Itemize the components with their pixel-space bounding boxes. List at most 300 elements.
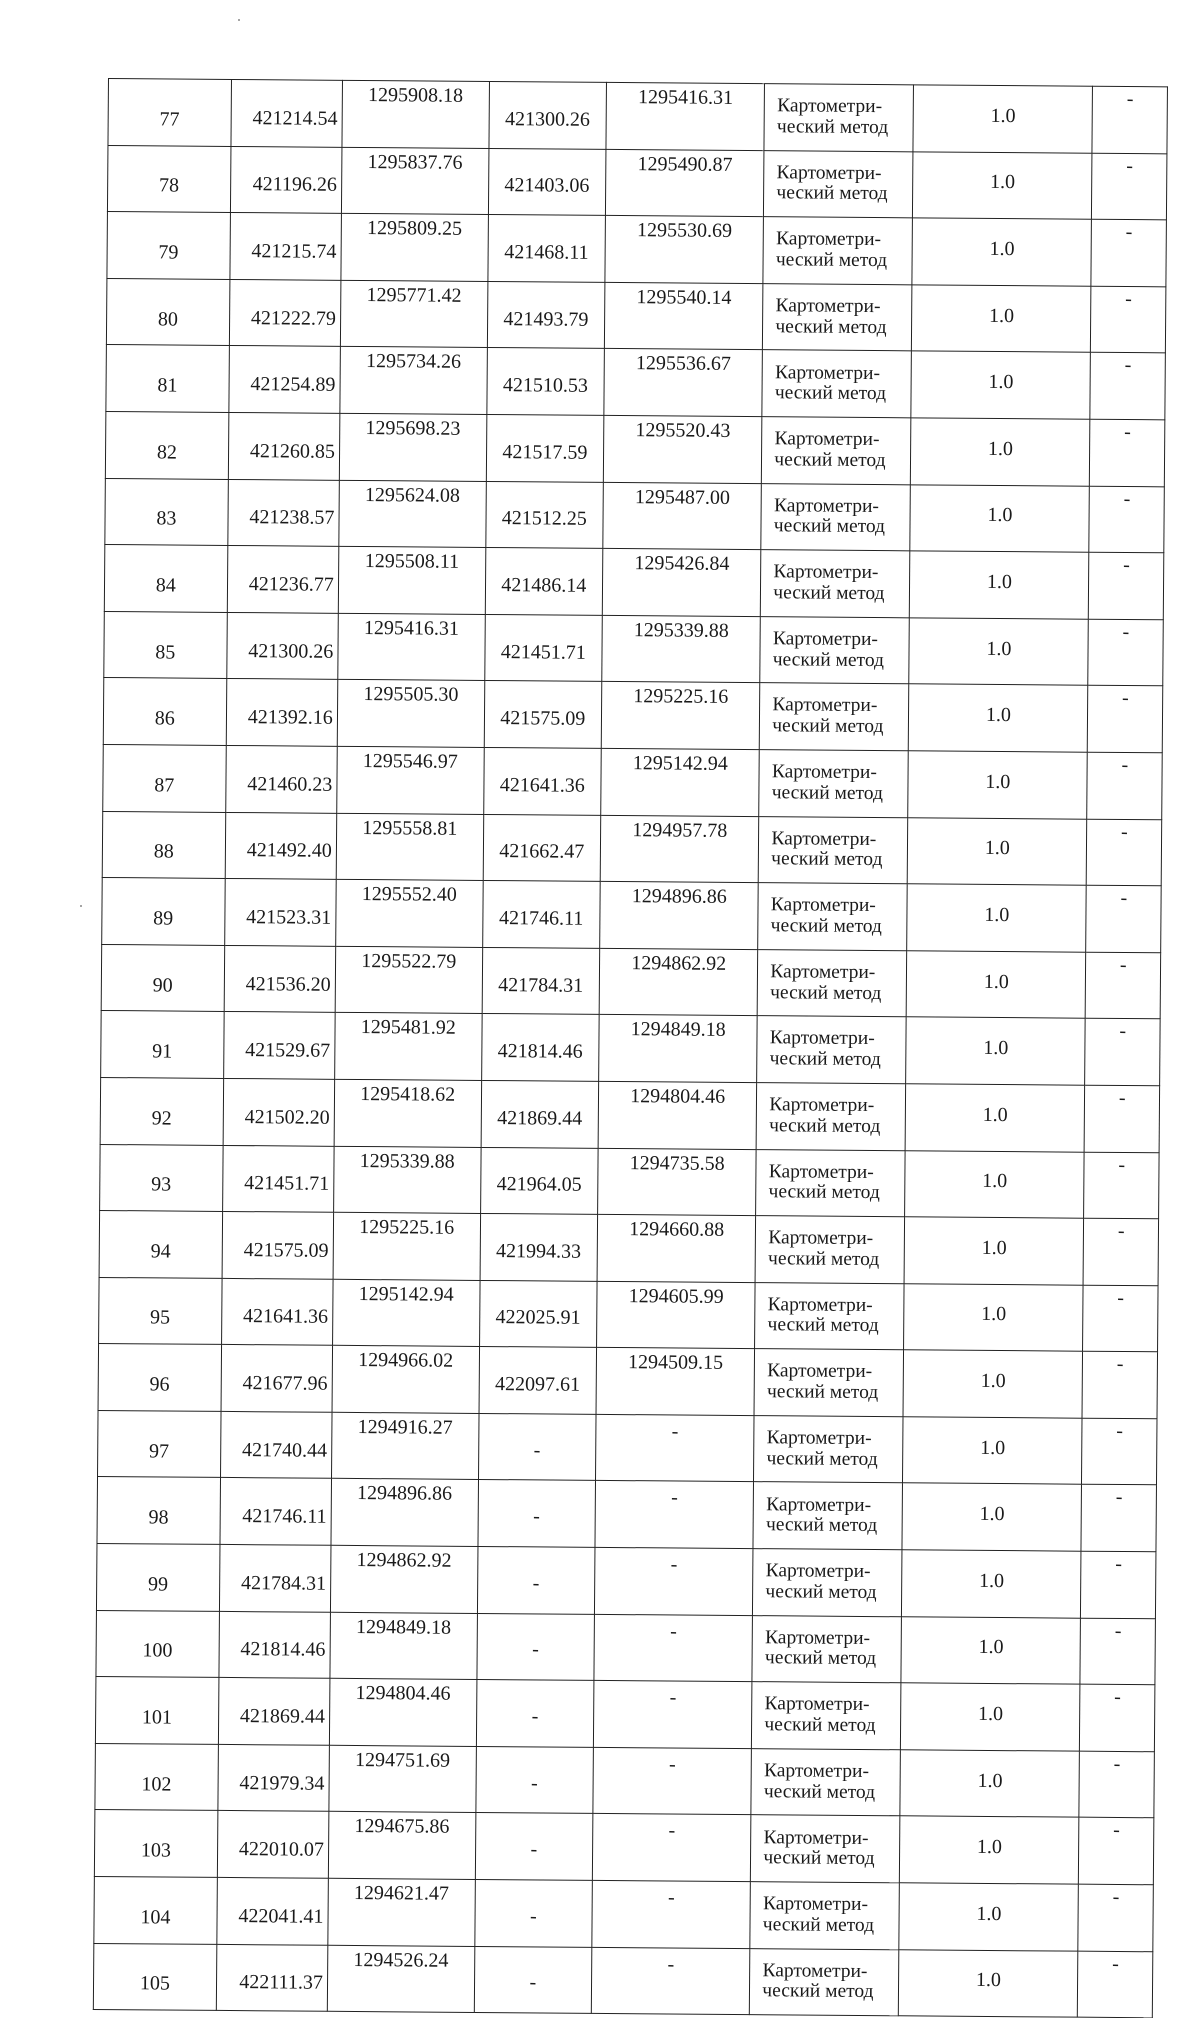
x-coordinate-cell: 421746.11	[220, 1478, 332, 1545]
method-cell	[753, 1482, 902, 1550]
method-label-line2: ческий метод	[767, 1248, 880, 1270]
y-coordinate-cell: 1294804.46	[329, 1679, 476, 1747]
x-coordinate-2-cell: -	[478, 1413, 596, 1481]
table-row	[106, 345, 1165, 420]
method-label-line2: ческий метод	[766, 1381, 879, 1404]
note-cell: -	[1086, 885, 1161, 952]
note-cell: -	[1078, 1951, 1153, 2018]
point-number-cell: 97	[98, 1410, 221, 1478]
method-label-line1: Картометри-	[773, 494, 880, 517]
x-coordinate-2-cell: 421510.53	[486, 348, 604, 416]
method-label-line1: Картометри-	[768, 1227, 874, 1250]
x-coordinate-cell: 421196.26	[230, 146, 342, 213]
point-number-cell: 92	[100, 1077, 223, 1145]
note-cell: -	[1080, 1684, 1155, 1751]
x-coordinate-cell: 422010.07	[217, 1811, 329, 1878]
y-coordinate-cell: 1294621.47	[328, 1878, 475, 1946]
note-cell: -	[1089, 552, 1164, 619]
x-coordinate-2-cell: -	[476, 1680, 594, 1748]
x-coordinate-cell: 421392.16	[226, 679, 338, 746]
x-coordinate-2-cell: 421300.26	[489, 81, 607, 149]
point-number-cell: 100	[96, 1610, 219, 1678]
method-label-line1: Картометри-	[769, 1027, 875, 1050]
method-cell	[761, 550, 910, 618]
note-cell: -	[1082, 1351, 1157, 1418]
accuracy-cell: 1.0	[904, 1217, 1084, 1285]
x-coordinate-2-cell: 421869.44	[481, 1080, 599, 1148]
method-label-line1: Картометри-	[767, 1360, 873, 1383]
accuracy-cell: 1.0	[907, 817, 1087, 885]
x-coordinate-cell: 421502.20	[223, 1078, 335, 1145]
table-row	[102, 878, 1161, 953]
accuracy-cell: 1.0	[911, 351, 1091, 419]
scan-speck	[238, 19, 240, 21]
y-coordinate-2-cell: -	[595, 1481, 754, 1549]
method-label-line2: ческий метод	[770, 915, 882, 938]
method-cell	[750, 1948, 899, 2016]
accuracy-cell: 1.0	[905, 1084, 1085, 1152]
method-cell	[755, 1282, 904, 1350]
table-row	[105, 411, 1164, 486]
accuracy-cell: 1.0	[908, 751, 1088, 819]
x-coordinate-2-cell: -	[474, 1946, 592, 2014]
method-cell	[763, 283, 912, 351]
x-coordinate-2-cell: 421468.11	[488, 215, 606, 283]
method-label-line2: ческий метод	[776, 116, 889, 138]
y-coordinate-cell: 1295418.62	[334, 1079, 481, 1147]
x-coordinate-cell: 421575.09	[222, 1212, 334, 1279]
method-label-line2: ческий метод	[762, 1914, 875, 1936]
note-cell: -	[1089, 486, 1164, 553]
x-coordinate-2-cell: 421486.14	[485, 548, 603, 616]
x-coordinate-2-cell: -	[475, 1746, 593, 1814]
method-label-line1: Картометри-	[769, 1094, 875, 1117]
method-label-line2: ческий метод	[763, 1780, 876, 1803]
y-coordinate-cell: 1295734.26	[340, 347, 487, 415]
y-coordinate-2-cell: 1295416.31	[606, 82, 765, 150]
method-label-line1: Картометри-	[770, 894, 876, 917]
x-coordinate-cell: 421523.31	[224, 879, 336, 946]
point-number-cell: 105	[93, 1943, 216, 2011]
y-coordinate-2-cell: -	[593, 1747, 752, 1815]
point-number-cell: 88	[102, 811, 225, 879]
y-coordinate-2-cell: -	[591, 1947, 750, 2015]
point-number-cell: 78	[107, 145, 230, 213]
point-number-cell: 85	[104, 611, 227, 679]
method-label-line1: Картометри-	[774, 361, 881, 384]
x-coordinate-cell: 421784.31	[219, 1544, 331, 1611]
x-coordinate-2-cell: 421517.59	[486, 414, 604, 482]
method-cell	[764, 150, 913, 218]
table-row	[107, 145, 1166, 220]
note-cell: -	[1078, 1884, 1153, 1951]
note-cell: -	[1081, 1485, 1156, 1552]
method-label-line2: ческий метод	[775, 249, 888, 272]
note-cell: -	[1080, 1618, 1155, 1685]
point-number-cell: 101	[95, 1677, 218, 1745]
accuracy-cell: 1.0	[912, 285, 1092, 353]
table-row	[98, 1410, 1157, 1485]
method-label-line2: ческий метод	[772, 648, 885, 671]
point-number-cell: 99	[96, 1544, 219, 1612]
accuracy-cell: 1.0	[902, 1550, 1082, 1618]
note-cell: -	[1085, 1019, 1160, 1086]
y-coordinate-cell: 1294896.86	[331, 1479, 478, 1547]
y-coordinate-2-cell: 1294957.78	[600, 815, 759, 883]
y-coordinate-2-cell: -	[592, 1814, 751, 1882]
method-cell	[760, 616, 909, 684]
y-coordinate-2-cell: -	[592, 1880, 751, 1948]
table-row	[95, 1743, 1154, 1818]
method-label-line1: Картометри-	[768, 1160, 874, 1183]
table-row	[94, 1810, 1153, 1885]
x-coordinate-2-cell: -	[478, 1480, 596, 1548]
x-coordinate-2-cell: 421493.79	[487, 281, 605, 349]
y-coordinate-cell: 1294966.02	[332, 1346, 479, 1414]
method-label-line2: ческий метод	[776, 182, 888, 205]
y-coordinate-2-cell: 1295487.00	[603, 482, 762, 550]
point-number-cell: 95	[99, 1277, 222, 1345]
method-cell	[754, 1349, 903, 1417]
x-coordinate-cell: 421677.96	[221, 1345, 333, 1412]
method-label-line2: ческий метод	[772, 715, 884, 738]
method-label-line1: Картометри-	[767, 1294, 873, 1316]
point-number-cell: 96	[98, 1344, 221, 1412]
accuracy-cell: 1.0	[904, 1283, 1084, 1351]
method-label-line2: ческий метод	[764, 1714, 876, 1737]
method-cell	[753, 1549, 902, 1617]
method-label-line1: Картометри-	[776, 161, 882, 184]
x-coordinate-2-cell: 421994.33	[480, 1214, 598, 1282]
method-cell	[752, 1682, 901, 1750]
x-coordinate-2-cell: 422097.61	[479, 1347, 597, 1415]
table-row	[108, 79, 1167, 154]
scan-speck	[80, 905, 82, 907]
x-coordinate-cell: 421492.40	[225, 812, 337, 879]
method-label-line1: Картометри-	[771, 827, 877, 850]
method-cell	[764, 84, 913, 152]
point-number-cell: 87	[103, 744, 226, 812]
note-cell: -	[1084, 1152, 1159, 1219]
table-row	[100, 1077, 1159, 1152]
accuracy-cell: 1.0	[907, 884, 1087, 952]
method-cell	[751, 1748, 900, 1816]
method-label-line1: Картометри-	[763, 1760, 870, 1783]
table-row	[97, 1477, 1156, 1552]
point-number-cell: 103	[94, 1810, 217, 1878]
x-coordinate-cell: 421740.44	[220, 1411, 332, 1478]
point-number-cell: 82	[105, 411, 228, 479]
y-coordinate-cell: 1295522.79	[335, 946, 482, 1014]
y-coordinate-cell: 1294526.24	[327, 1945, 474, 2013]
accuracy-cell: 1.0	[910, 484, 1090, 552]
y-coordinate-2-cell: -	[593, 1681, 752, 1749]
note-cell: -	[1092, 153, 1167, 220]
table-row	[96, 1544, 1155, 1619]
method-label-line1: Картометри-	[773, 561, 879, 584]
y-coordinate-2-cell: 1295520.43	[603, 415, 762, 483]
point-number-cell: 81	[106, 345, 229, 413]
accuracy-cell: 1.0	[903, 1417, 1083, 1485]
point-number-cell: 91	[101, 1011, 224, 1079]
method-label-line1: Картометри-	[763, 1826, 869, 1849]
method-cell	[762, 350, 911, 418]
x-coordinate-cell: 421254.89	[229, 346, 341, 413]
method-label-line2: ческий метод	[764, 1647, 877, 1670]
x-coordinate-2-cell: 422025.91	[479, 1280, 597, 1348]
y-coordinate-2-cell: 1294509.15	[596, 1348, 755, 1416]
table-row	[99, 1277, 1158, 1352]
y-coordinate-2-cell: 1295540.14	[604, 282, 763, 350]
method-label-line1: Картометри-	[777, 95, 883, 118]
y-coordinate-2-cell: 1294660.88	[597, 1214, 756, 1282]
x-coordinate-cell: 421529.67	[223, 1012, 335, 1079]
y-coordinate-2-cell: 1294896.86	[600, 882, 759, 950]
method-cell	[763, 217, 912, 285]
method-label-line1: Картометри-	[771, 761, 877, 784]
table-row	[104, 545, 1163, 620]
y-coordinate-2-cell: 1295339.88	[602, 615, 761, 683]
method-label-line1: Картометри-	[772, 694, 878, 717]
y-coordinate-cell: 1295908.18	[342, 80, 489, 148]
note-cell: -	[1091, 219, 1166, 286]
method-label-line1: Картометри-	[766, 1427, 872, 1450]
x-coordinate-cell: 421979.34	[218, 1744, 330, 1811]
method-label-line2: ческий метод	[775, 315, 887, 338]
y-coordinate-cell: 1295771.42	[340, 280, 487, 348]
accuracy-cell: 1.0	[908, 684, 1088, 752]
y-coordinate-cell: 1295698.23	[339, 413, 486, 481]
point-number-cell: 102	[95, 1743, 218, 1811]
y-coordinate-cell: 1295142.94	[332, 1279, 479, 1347]
x-coordinate-cell: 421215.74	[230, 213, 342, 280]
accuracy-cell: 1.0	[913, 151, 1093, 219]
table-row	[106, 278, 1165, 353]
method-label-line1: Картометри-	[776, 228, 882, 251]
note-cell: -	[1090, 419, 1165, 486]
point-number-cell: 104	[94, 1876, 217, 1944]
y-coordinate-2-cell: 1295142.94	[601, 748, 760, 816]
accuracy-cell: 1.0	[913, 85, 1093, 153]
y-coordinate-2-cell: 1294804.46	[598, 1081, 757, 1149]
method-cell	[751, 1815, 900, 1883]
x-coordinate-cell: 421460.23	[225, 745, 337, 812]
table-row	[102, 811, 1161, 886]
method-cell	[757, 949, 906, 1017]
point-number-cell: 79	[107, 212, 230, 280]
method-label-line2: ческий метод	[767, 1314, 879, 1337]
table-row	[101, 1011, 1160, 1086]
y-coordinate-cell: 1294862.92	[330, 1545, 477, 1613]
table-row	[105, 478, 1164, 553]
method-label-line2: ческий метод	[774, 382, 887, 405]
table-row	[107, 212, 1166, 287]
x-coordinate-2-cell: 421964.05	[480, 1147, 598, 1215]
x-coordinate-2-cell: -	[475, 1813, 593, 1881]
x-coordinate-cell: 421641.36	[221, 1278, 333, 1345]
note-cell: -	[1087, 752, 1162, 819]
x-coordinate-2-cell: -	[477, 1613, 595, 1681]
method-cell	[756, 1149, 905, 1217]
x-coordinate-2-cell: 421746.11	[482, 881, 600, 949]
point-number-cell: 94	[99, 1211, 222, 1279]
table-row	[103, 678, 1162, 753]
method-label-line1: Картометри-	[770, 961, 876, 983]
method-label-line2: ческий метод	[765, 1581, 877, 1603]
method-label-line2: ческий метод	[774, 449, 886, 471]
note-cell: -	[1082, 1418, 1157, 1485]
y-coordinate-2-cell: 1295530.69	[605, 216, 764, 284]
method-cell	[759, 750, 908, 818]
y-coordinate-cell: 1294675.86	[328, 1812, 475, 1880]
accuracy-cell: 1.0	[899, 1883, 1079, 1951]
method-cell	[752, 1615, 901, 1683]
note-cell: -	[1087, 819, 1162, 886]
point-number-cell: 84	[104, 545, 227, 613]
y-coordinate-cell: 1295225.16	[333, 1212, 480, 1280]
x-coordinate-2-cell: 421403.06	[488, 148, 606, 216]
table-row	[99, 1211, 1158, 1286]
method-cell	[762, 417, 911, 485]
y-coordinate-cell: 1294916.27	[331, 1412, 478, 1480]
y-coordinate-cell: 1295508.11	[338, 546, 485, 614]
x-coordinate-2-cell: 421784.31	[482, 947, 600, 1015]
accuracy-cell: 1.0	[911, 418, 1091, 486]
method-label-line1: Картометри-	[762, 1893, 869, 1916]
table-row	[103, 744, 1162, 819]
note-cell: -	[1079, 1818, 1154, 1885]
accuracy-cell: 1.0	[906, 951, 1086, 1019]
note-cell: -	[1088, 686, 1163, 753]
method-cell	[756, 1083, 905, 1151]
y-coordinate-2-cell: 1294862.92	[599, 948, 758, 1016]
method-label-line2: ческий метод	[770, 981, 882, 1004]
accuracy-cell: 1.0	[900, 1816, 1080, 1884]
y-coordinate-cell: 1295552.40	[336, 879, 483, 947]
method-label-line2: ческий метод	[771, 781, 884, 804]
y-coordinate-2-cell: 1295536.67	[604, 349, 763, 417]
x-coordinate-cell: 421814.46	[219, 1611, 331, 1678]
y-coordinate-cell: 1295809.25	[341, 214, 488, 282]
point-number-cell: 98	[97, 1477, 220, 1545]
accuracy-cell: 1.0	[912, 218, 1092, 286]
point-number-cell: 93	[100, 1144, 223, 1212]
accuracy-cell: 1.0	[902, 1483, 1082, 1551]
method-cell	[750, 1882, 899, 1950]
table-row	[96, 1610, 1155, 1685]
point-number-cell: 90	[101, 944, 224, 1012]
accuracy-cell: 1.0	[901, 1616, 1081, 1684]
method-cell	[754, 1415, 903, 1483]
point-number-cell: 77	[108, 79, 231, 147]
method-cell	[757, 1016, 906, 1084]
method-label-line2: ческий метод	[769, 1048, 881, 1071]
note-cell: -	[1086, 952, 1161, 1019]
y-coordinate-cell: 1295481.92	[334, 1013, 481, 1081]
x-coordinate-cell: 422041.41	[217, 1877, 329, 1944]
x-coordinate-cell: 422111.37	[216, 1944, 328, 2011]
y-coordinate-cell: 1295837.76	[341, 147, 488, 215]
method-label-line2: ческий метод	[768, 1181, 880, 1204]
method-label-line1: Картометри-	[765, 1560, 871, 1583]
note-cell: -	[1090, 353, 1165, 420]
y-coordinate-2-cell: -	[594, 1614, 753, 1682]
note-cell: -	[1079, 1751, 1154, 1818]
y-coordinate-2-cell: 1295426.84	[602, 549, 761, 617]
accuracy-cell: 1.0	[905, 1150, 1085, 1218]
method-cell	[760, 683, 909, 751]
note-cell: -	[1083, 1285, 1158, 1352]
note-cell: -	[1081, 1551, 1156, 1618]
x-coordinate-2-cell: 421662.47	[483, 814, 601, 882]
table-row	[95, 1677, 1154, 1752]
x-coordinate-2-cell: 421575.09	[484, 681, 602, 749]
note-cell: -	[1085, 1085, 1160, 1152]
table-row	[100, 1144, 1159, 1219]
method-label-line1: Картометри-	[765, 1627, 871, 1649]
x-coordinate-cell: 421214.54	[231, 79, 343, 146]
table-row	[104, 611, 1163, 686]
y-coordinate-cell: 1295558.81	[336, 813, 483, 881]
point-number-cell: 89	[102, 878, 225, 946]
y-coordinate-2-cell: 1294735.58	[598, 1148, 757, 1216]
x-coordinate-2-cell: 421641.36	[483, 747, 601, 815]
method-label-line2: ческий метод	[763, 1847, 875, 1870]
x-coordinate-cell: 421451.71	[222, 1145, 334, 1212]
y-coordinate-2-cell: 1295225.16	[601, 682, 760, 750]
coordinates-table	[93, 78, 1168, 2018]
method-label-line1: Картометри-	[775, 295, 881, 317]
y-coordinate-cell: 1294849.18	[330, 1612, 477, 1680]
y-coordinate-cell: 1295624.08	[339, 480, 486, 548]
y-coordinate-2-cell: -	[596, 1414, 755, 1482]
y-coordinate-2-cell: 1295490.87	[605, 149, 764, 217]
method-cell	[758, 883, 907, 951]
method-label-line1: Картометри-	[772, 628, 879, 650]
accuracy-cell: 1.0	[903, 1350, 1083, 1418]
note-cell: -	[1092, 86, 1167, 153]
x-coordinate-cell: 421300.26	[226, 612, 338, 679]
method-label-line2: ческий метод	[773, 582, 885, 605]
accuracy-cell: 1.0	[906, 1017, 1086, 1085]
x-coordinate-2-cell: 421512.25	[485, 481, 603, 549]
note-cell: -	[1084, 1218, 1159, 1285]
x-coordinate-cell: 421236.77	[227, 546, 339, 613]
x-coordinate-2-cell: 421814.46	[481, 1014, 599, 1082]
y-coordinate-2-cell: 1294605.99	[597, 1281, 756, 1349]
note-cell: -	[1088, 619, 1163, 686]
note-cell: -	[1091, 286, 1166, 353]
y-coordinate-cell: 1295339.88	[333, 1146, 480, 1214]
method-label-line2: ческий метод	[762, 1980, 874, 2003]
method-label-line1: Картометри-	[762, 1959, 868, 1982]
x-coordinate-cell: 421536.20	[224, 945, 336, 1012]
table-row	[94, 1876, 1153, 1951]
x-coordinate-2-cell: 421451.71	[484, 614, 602, 682]
y-coordinate-cell: 1295416.31	[338, 613, 485, 681]
y-coordinate-cell: 1295546.97	[337, 746, 484, 814]
x-coordinate-2-cell: -	[474, 1879, 592, 1947]
accuracy-cell: 1.0	[901, 1683, 1081, 1751]
y-coordinate-cell: 1295505.30	[337, 680, 484, 748]
point-number-cell: 80	[106, 278, 229, 346]
x-coordinate-cell: 421238.57	[228, 479, 340, 546]
method-label-line2: ческий метод	[765, 1514, 878, 1537]
method-label-line1: Картометри-	[764, 1693, 870, 1716]
x-coordinate-cell: 421222.79	[229, 279, 341, 346]
y-coordinate-2-cell: 1294849.18	[599, 1015, 758, 1083]
accuracy-cell: 1.0	[899, 1949, 1079, 2017]
